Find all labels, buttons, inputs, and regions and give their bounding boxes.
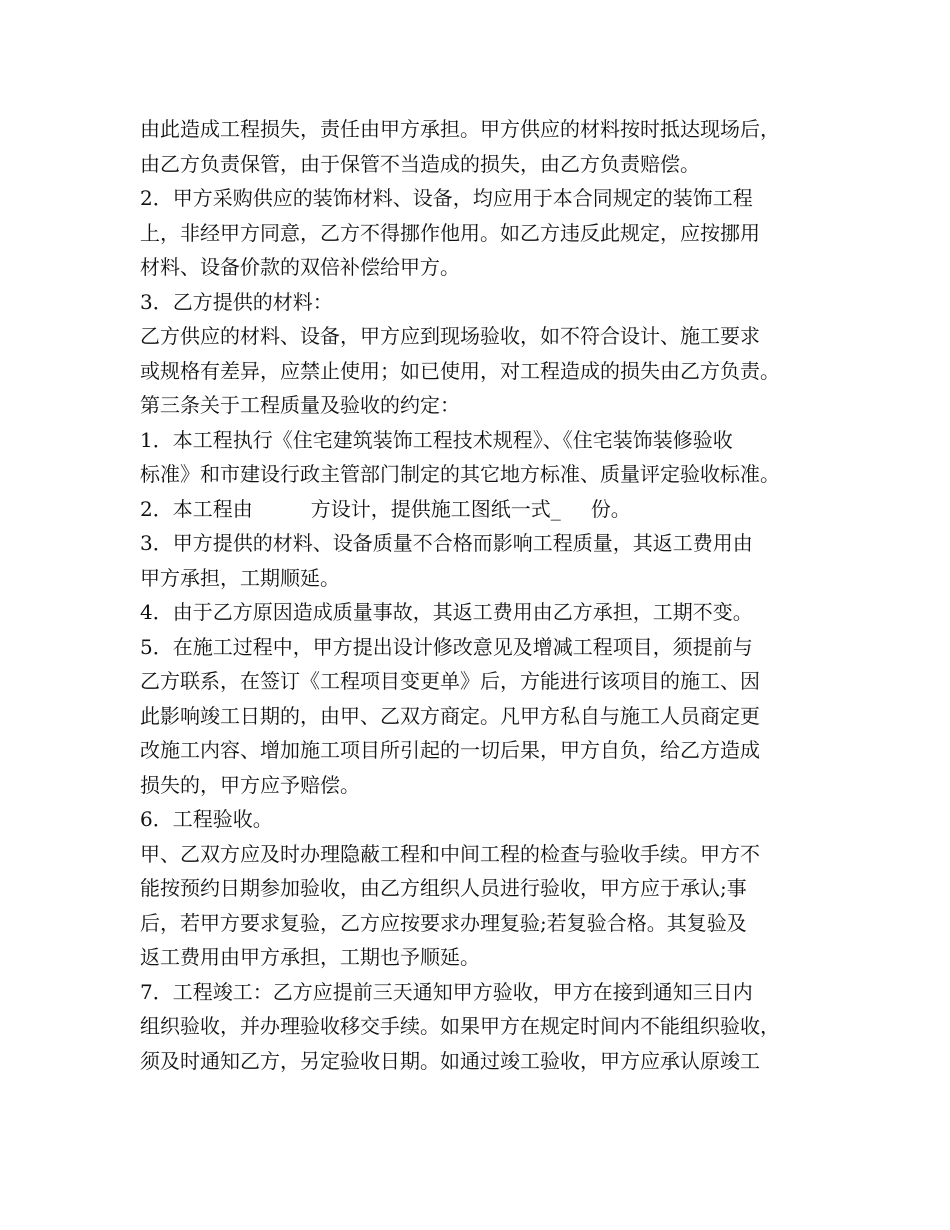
clause-2-suffix: 份。	[590, 496, 631, 521]
quality-clause-1-line: 1．本工程执行《住宅建筑装饰工程技术规程》、《住宅装饰装修验收	[140, 427, 733, 452]
text-line: 甲、乙双方应及时办理隐蔽工程和中间工程的检查与验收手续。甲方不	[140, 841, 760, 866]
text-line: 此影响竣工日期的，由甲、乙双方商定。凡甲方私自与施工人员商定更	[140, 703, 760, 728]
text-line: 组织验收，并办理验收移交手续。如果甲方在规定时间内不能组织验收，	[140, 1014, 780, 1038]
quality-clause-2-line	[140, 492, 840, 527]
clause-2-line: 2．甲方采购供应的装饰材料、设备，均应用于本合同规定的装饰工程	[140, 186, 753, 210]
text-line: 由此造成工程损失，责任由甲方承担。甲方供应的材料按时抵达现场后，	[140, 117, 780, 141]
text-line: 由乙方负责保管，由于保管不当造成的损失，由乙方负责赔偿。	[140, 151, 700, 176]
text-line: 返工费用由甲方承担，工期也予顺延。	[140, 945, 480, 969]
quality-clause-7-line: 7．工程竣工：乙方应提前三天通知甲方验收，甲方在接到通知三日内	[140, 979, 753, 1004]
text-line: 乙方供应的材料、设备，甲方应到现场验收，如不符合设计、施工要求	[140, 324, 760, 348]
clause-2-prefix: 2．本工程由	[140, 496, 253, 521]
text-line: 甲方承担，工期顺延。	[140, 565, 340, 590]
text-line: 后，若甲方要求复验，乙方应按要求办理复验;若复验合格。其复验及	[140, 910, 747, 935]
text-line: 改施工内容、增加施工项目所引起的一切后果，甲方自负，给乙方造成	[140, 738, 760, 762]
text-line: 乙方联系，在签订《工程项目变更单》后，方能进行该项目的施工、因	[140, 669, 760, 693]
clause-3-heading: 3．乙方提供的材料：	[140, 289, 333, 314]
text-line: 材料、设备价款的双倍补偿给甲方。	[140, 255, 460, 279]
text-line: 标准》和市建设行政主管部门制定的其它地方标准、质量评定验收标准。	[140, 462, 780, 486]
text-line: 或规格有差异，应禁止使用；如已使用，对工程造成的损失由乙方负责。	[140, 358, 780, 383]
contract-text	[140, 112, 840, 1078]
quality-clause-5-line: 5．在施工过程中，甲方提出设计修改意见及增减工程项目，须提前与	[140, 634, 753, 659]
text-line: 损失的，甲方应予赔偿。	[140, 772, 360, 797]
quality-clause-6-heading: 6．工程验收。	[140, 807, 273, 831]
quality-clause-4-line: 4．由于乙方原因造成质量事故，其返工费用由乙方承担，工期不变。	[140, 600, 753, 624]
text-line: 能按预约日期参加验收，由乙方组织人员进行验收，甲方应于承认;事	[140, 876, 747, 900]
article-3-heading: 第三条关于工程质量及验收的约定：	[140, 393, 460, 417]
text-line: 须及时通知乙方，另定验收日期。如通过竣工验收，甲方应承认原竣工	[140, 1048, 760, 1073]
quality-clause-3-line: 3．甲方提供的材料、设备质量不合格而影响工程质量，其返工费用由	[140, 531, 753, 555]
clause-2-middle: 方设计，提供施工图纸一式_	[310, 496, 561, 521]
text-line: 上，非经甲方同意，乙方不得挪作他用。如乙方违反此规定，应按挪用	[140, 220, 760, 245]
